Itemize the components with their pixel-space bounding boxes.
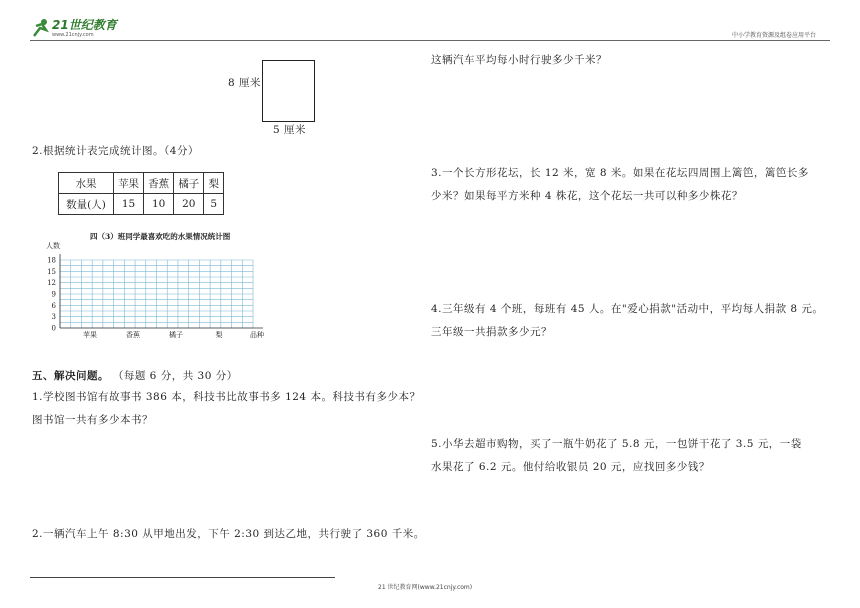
table-cell: 香蕉 xyxy=(144,173,174,194)
table-cell: 苹果 xyxy=(114,173,144,194)
x-axis-label: 品种 xyxy=(250,331,264,339)
table-cell: 5 xyxy=(204,194,224,215)
table-row xyxy=(59,173,224,194)
logo-text: 21世纪教育 xyxy=(52,18,117,32)
section-5-heading: 五、解决问题。 xyxy=(32,370,109,382)
question-2-title: 2.根据统计表完成统计图。（4分） xyxy=(32,145,199,157)
x-tick-label: 苹果 xyxy=(83,331,97,339)
y-tick-label: 15 xyxy=(47,267,56,276)
y-tick-label: 12 xyxy=(47,279,56,288)
y-tick-label: 18 xyxy=(47,256,56,265)
table-row xyxy=(59,194,224,215)
table-cell: 梨 xyxy=(204,173,224,194)
table-cell: 10 xyxy=(144,194,174,215)
header-right-text: 中小学教育资源及组卷应用平台 xyxy=(731,32,816,39)
table-cell: 水果 xyxy=(59,173,114,194)
table-cell: 20 xyxy=(174,194,204,215)
x-tick-label: 梨 xyxy=(215,331,223,339)
rect-height-label: 8 厘米 xyxy=(228,77,262,89)
footer-text: 21 世纪教育网(www.21cnjy.com) xyxy=(378,584,473,591)
table-cell: 橘子 xyxy=(174,173,204,194)
problem-2-line-1: 2.一辆汽车上午 8:30 从甲地出发，下午 2:30 到达乙地，共行驶了 360 千米。 xyxy=(32,528,425,540)
rect-width-label: 5 厘米 xyxy=(273,124,307,136)
footer-rule xyxy=(30,577,335,578)
table-cell: 数量(人) xyxy=(59,194,114,215)
x-tick-label: 橘子 xyxy=(169,331,183,339)
section-5-note: （每题 6 分，共 30 分） xyxy=(112,370,238,382)
problem-3-line-2: 少米？如果每平方米种 4 株花，这个花坛一共可以种多少株花？ xyxy=(431,190,743,202)
fruit-table xyxy=(58,172,224,215)
logo xyxy=(30,14,120,42)
problem-5-line-1: 5.小华去超市购物，买了一瓶牛奶花了 5.8 元，一包饼干花了 3.5 元，一袋 xyxy=(431,438,802,450)
section-5-title xyxy=(32,369,238,383)
logo-runner-icon xyxy=(30,18,52,38)
problem-1-line-2: 图书馆一共有多少本书？ xyxy=(32,414,153,426)
problem-2-line-2: 这辆汽车平均每小时行驶多少千米？ xyxy=(431,54,607,66)
problem-3-line-1: 3.一个长方形花坛，长 12 米，宽 8 米。如果在花坛四周围上篱笆，篱笆长多 xyxy=(431,167,809,179)
header-rule xyxy=(30,40,830,41)
y-axis-label: 人数 xyxy=(46,242,60,250)
problem-1-line-1: 1.学校图书馆有故事书 386 本，科技书比故事书多 124 本。科技书有多少本？ xyxy=(32,391,421,403)
chart-title: 四（3）班同学最喜欢吃的水果情况统计图 xyxy=(90,232,231,241)
y-tick-label: 0 xyxy=(51,324,56,333)
logo-url: www.21cnjy.com xyxy=(52,32,94,38)
fruit-chart xyxy=(30,245,280,345)
table-cell: 15 xyxy=(114,194,144,215)
problem-5-line-2: 水果花了 6.2 元。他付给收银员 20 元，应找回多少钱？ xyxy=(431,461,710,473)
y-tick-label: 6 xyxy=(51,301,56,310)
y-tick-label: 9 xyxy=(51,290,56,299)
rectangle-figure xyxy=(262,60,315,122)
y-tick-label: 3 xyxy=(51,313,56,322)
problem-4-line-2: 三年级一共捐款多少元？ xyxy=(431,326,552,338)
problem-4-line-1: 4.三年级有 4 个班，每班有 45 人。在"爱心捐款"活动中，平均每人捐款 8 元。 xyxy=(431,303,824,315)
x-tick-label: 香蕉 xyxy=(126,331,140,339)
